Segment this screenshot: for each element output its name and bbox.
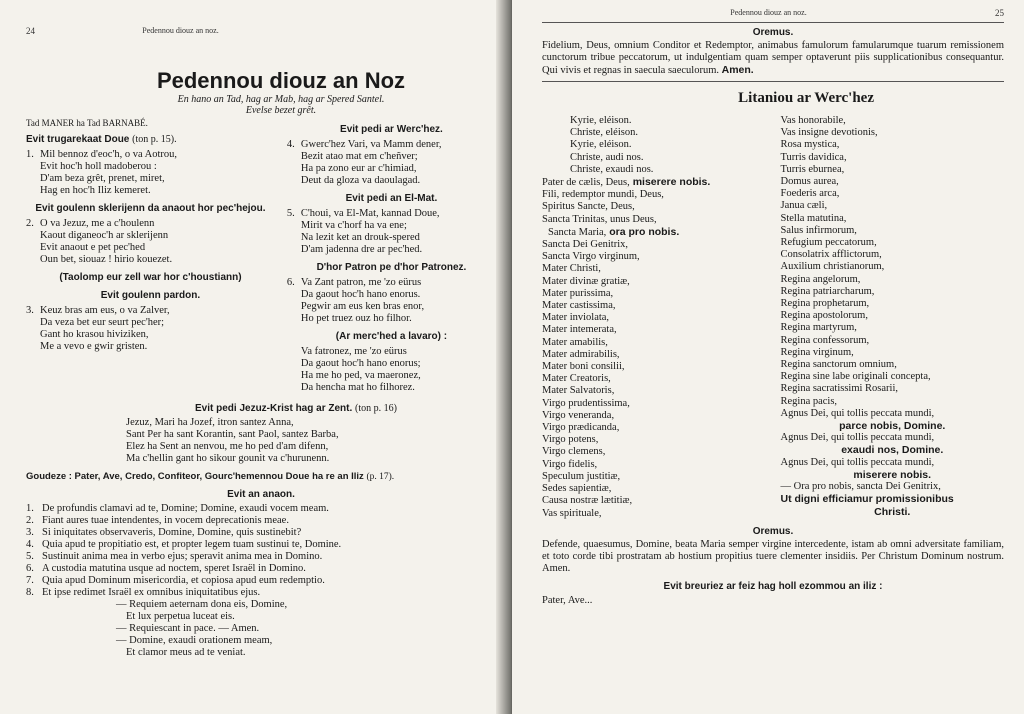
invocation-response: miserere nobis.	[629, 176, 711, 189]
litany-invocation: Regina pacis,	[780, 395, 838, 407]
verse-line: Na lezit ket an drouk-spered	[300, 232, 420, 243]
verse-line: Deut da gloza va daoulagad.	[300, 175, 421, 186]
heading-patron: D'hor Patron pe d'hor Patronez.	[316, 262, 467, 273]
litany-invocation: Regina prophetarum,	[780, 298, 870, 310]
stanza-2	[26, 218, 275, 266]
litany-invocation	[542, 201, 770, 213]
invocation-text: Mater purissima,	[542, 287, 614, 299]
litany-invocation: Regina angelorum,	[780, 273, 861, 285]
verse-text: A custodia matutina usque ad noctem, speret Israël in Domino.	[42, 563, 306, 574]
stanza-5	[287, 208, 496, 256]
verse-line: O va Jezuz, me a c'houlenn	[40, 218, 155, 229]
litany-invocation	[542, 385, 770, 397]
subtitle-line-1: En hano an Tad, hag ar Mab, hag ar Spered Santel.	[177, 94, 385, 105]
litany-invocation: — Ora pro nobis, sancta Dei Genitrix,	[780, 481, 941, 493]
heading-text: Evit trugarekaat Doue	[26, 134, 130, 145]
invocation-text: Causa nostræ lætitiæ,	[542, 495, 633, 507]
litany-invocation: Auxilium christianorum,	[780, 261, 885, 273]
litany-invocation	[542, 324, 770, 336]
heading-ref: (ton p. 15).	[132, 134, 177, 145]
litany-invocation	[542, 300, 770, 312]
verse-line: Da gaout hoc'h hano enorus;	[300, 358, 421, 369]
invocation-text: Virgo potens,	[542, 434, 599, 446]
left-running-head	[26, 26, 326, 36]
litany-invocation: Janua cæli,	[780, 200, 828, 212]
verse-line: Sant Per ha sant Korantin, sant Paol, santez Barba,	[126, 429, 339, 440]
invocation-text: Virgo clemens,	[542, 446, 606, 458]
litany-invocation: miserere nobis.	[853, 468, 932, 481]
heading-trugarekaat	[26, 134, 275, 146]
litany-invocation	[542, 214, 770, 226]
heading-taolomp: (Taolomp eur zell war hor c'houstiann)	[59, 272, 242, 283]
litany-invocation	[542, 127, 770, 139]
verse-line: Keuz bras am eus, o va Zalver,	[40, 305, 170, 316]
verse-number: 2.	[26, 515, 34, 526]
verse-line: Bezit atao mat em c'heñver;	[300, 151, 418, 162]
litany-invocation	[542, 226, 770, 239]
litany-invocation	[542, 263, 770, 275]
litany-invocation: Regina apostolorum,	[780, 310, 868, 322]
heading-text: Evit pedi Jezuz-Krist hag ar Zent.	[195, 403, 353, 414]
psalm-verse	[26, 575, 496, 587]
litany-invocation: Regina sanctorum omnium,	[780, 359, 897, 371]
invocation-text: Mater boni consilii,	[542, 361, 625, 373]
prayer-text: Fidelium, Deus, omnium Conditor et Redemptor, animabus famulorum famularumque tuarum remissionem cunctorum tribue peccatorum, ut indulgentiam quam semper optaverunt piis supplicationibus consequantur. Qui vivis et regnas in saecula saeculorum.	[542, 40, 1004, 76]
psalm-verse	[26, 539, 496, 551]
litany-invocation	[542, 483, 770, 495]
amen: Amen.	[721, 64, 754, 76]
verse-line: Jezuz, Mari ha Jozef, itron santez Anna,	[126, 417, 294, 428]
response-line: — Requiescant in pace. — Amen.	[116, 623, 260, 634]
verse-text: Fiant aures tuae intendentes, in vocem deprecationis meae.	[42, 515, 289, 526]
invocation-text: Virgo fidelis,	[542, 458, 598, 470]
response-line: — Domine, exaudi orationem meam,	[116, 635, 273, 646]
page-title: Pedennou diouz an Noz	[156, 68, 406, 93]
invocation-text: Mater intemerata,	[542, 324, 617, 336]
litany-invocation	[542, 139, 770, 151]
heading-werchez: Evit pedi ar Werc'hez.	[340, 124, 443, 135]
verse-line: Mil bennoz d'eoc'h, o va Aotrou,	[40, 149, 178, 160]
litany-invocation	[542, 361, 770, 373]
verse-text: Quia apud te propitiatio est, et propter legem tuam sustinui te, Domine.	[42, 539, 342, 550]
litany-title: Litaniou ar Werc'hez	[738, 90, 874, 106]
invocation-text: Vas spirituale,	[542, 507, 602, 519]
verse-number: 4.	[26, 539, 34, 550]
verse-line: Ha me ho ped, va maeronez,	[300, 370, 421, 381]
invocation-text: Sedes sapientiæ,	[542, 483, 612, 495]
fidelium-prayer	[542, 40, 1004, 77]
right-running-head	[542, 8, 1004, 18]
verse-line: Oun bet, siouaz ! hirio kouezet.	[40, 254, 173, 265]
litany-invocation	[542, 312, 770, 324]
litany-invocation	[542, 164, 770, 176]
response-line: Et clamor meus ad te veniat.	[126, 647, 246, 658]
oremus-heading-2: Oremus.	[752, 525, 794, 537]
invocation-text: Sancta Trinitas, unus Deus,	[542, 213, 657, 225]
litany-invocation: Regina sine labe originali concepta,	[780, 371, 931, 383]
verse-line: D'am beza grêt, prenet, miret,	[40, 173, 165, 184]
column-1	[26, 128, 275, 397]
verse-line: Elez ha Sent an nenvou, me ho ped d'am difenn,	[126, 441, 329, 452]
verse-text: Quia apud Dominum misericordia, et copiosa apud eum redemptio.	[42, 575, 325, 586]
heading-breuriez: Evit breuriez ar feiz hag holl ezommou an iliz :	[663, 580, 883, 592]
litany-invocation	[542, 410, 770, 422]
litany-invocation: Turris davidica,	[780, 151, 847, 163]
litany-invocation: Christi.	[874, 505, 911, 518]
stanza-number: 5.	[286, 208, 295, 219]
invocation-text: Christe, eléison.	[570, 127, 638, 139]
litany-invocation	[542, 251, 770, 263]
invocation-text: Virgo prædicanda,	[542, 422, 620, 434]
verse-line: Da hencha mat ho filhorez.	[300, 382, 415, 393]
column-2	[287, 118, 496, 397]
litany-invocation	[542, 434, 770, 446]
goudeze-text: Goudeze : Pater, Ave, Credo, Confiteor, Gourc'hemennou Doue ha re an Iliz	[26, 471, 364, 482]
heading-pardon: Evit goulenn pardon.	[100, 290, 201, 301]
two-column-hymns	[26, 124, 496, 397]
verse-number: 1.	[26, 503, 34, 514]
stanza-number: 4.	[286, 139, 295, 150]
stanza-number-blank	[287, 346, 301, 394]
verse-line: Gwerc'hez Vari, va Mamm dener,	[300, 139, 442, 150]
heading-merched: (Ar merc'hed a lavaro) :	[335, 331, 448, 342]
verse-text: Et ipse redimet Israël ex omnibus iniquitatibus ejus.	[42, 587, 261, 598]
stanza-number: 1.	[26, 149, 34, 160]
litany-invocation: Foederis arca,	[780, 188, 840, 200]
psalm-verse	[26, 515, 496, 527]
litany-invocation: Regina patriarcharum,	[780, 285, 875, 297]
oremus-heading: Oremus.	[752, 27, 794, 38]
litany-invocation	[542, 508, 770, 520]
invocation-text: Christe, exaudi nos.	[570, 163, 654, 175]
psalm-verse	[26, 527, 496, 539]
right-page	[512, 0, 1024, 714]
verse-line: Da veza bet eur seurt pec'her;	[40, 317, 165, 328]
litany-invocation	[542, 398, 770, 410]
page-number-left: 24	[26, 26, 35, 36]
litany-invocation	[542, 288, 770, 300]
verse-line: Ho pet truez ouz ho filhor.	[300, 313, 412, 324]
verse-line: Va Zant patron, me 'zo eürus	[300, 277, 422, 288]
subtitle-line-2: Evelse bezet grêt.	[245, 105, 317, 116]
verse-text: Sustinuit anima mea in verbo ejus; speravit anima mea in Domino.	[42, 551, 323, 562]
verse-line: Ma c'hellin gant ho sikour gounit va c'hurunenn.	[126, 453, 330, 464]
stanza-4	[287, 139, 496, 187]
invocation-response: ora pro nobis.	[606, 225, 680, 238]
stanza-7	[287, 346, 496, 394]
authors: Tad MANER ha Tad BARNABÉ.	[26, 118, 148, 128]
invocation-text: Mater castissima,	[542, 300, 616, 312]
invocation-text: Mater admirabilis,	[542, 348, 620, 360]
verse-line: Mirit va c'horf ha va ene;	[300, 220, 407, 231]
litany-invocation: Agnus Dei, qui tollis peccata mundi,	[780, 432, 935, 444]
running-head-right: Pedennou diouz an noz.	[730, 8, 807, 17]
litany-invocation	[542, 239, 770, 251]
invocation-text: Mater Salvatoris,	[542, 385, 615, 397]
psalm-verse	[26, 587, 496, 599]
verse-line: Pegwir am eus ken bras enor,	[300, 301, 425, 312]
litany-invocation: Regina martyrum,	[780, 322, 857, 334]
litany-invocation	[542, 373, 770, 385]
saints-verse	[126, 417, 496, 465]
litany-invocation: Stella matutina,	[780, 212, 847, 224]
response-line: — Requiem aeternam dona eis, Domine,	[116, 599, 288, 610]
litany-invocation	[542, 176, 770, 189]
invocation-text: Mater amabilis,	[542, 336, 608, 348]
invocation-text: Sancta Dei Genitrix,	[542, 239, 629, 251]
litany-invocation	[542, 276, 770, 288]
stanza-number: 3.	[26, 305, 34, 316]
invocation-text: Kyrie, eléison.	[570, 139, 632, 151]
litany-invocation	[542, 471, 770, 483]
litany-invocation: Ut digni efficiamur promissionibus	[780, 493, 954, 506]
psalm-verse	[26, 563, 496, 575]
verse-text: Si iniquitates observaveris, Domine, Domine, quis sustinebit?	[42, 527, 302, 538]
litany-invocation: Salus infirmorum,	[780, 224, 857, 236]
invocation-text: Pater de cælis, Deus,	[542, 177, 630, 189]
litany-invocation: Agnus Dei, qui tollis peccata mundi,	[780, 407, 935, 419]
psalm-verse	[26, 551, 496, 563]
verse-line: D'am jadenna dre ar pec'hed.	[300, 244, 423, 255]
verse-line: Hag en hoc'h Iliz kemeret.	[40, 185, 151, 196]
goudeze-instruction	[26, 471, 496, 483]
litany-invocation	[542, 115, 770, 127]
invocation-text: Spiritus Sancte, Deus,	[542, 201, 635, 213]
closing-line: Pater, Ave...	[542, 594, 593, 606]
litany-left-column	[542, 115, 770, 520]
verse-line: Evit anaout e pet pec'hed	[40, 242, 146, 253]
litany-invocation	[542, 459, 770, 471]
litany-right-column	[780, 115, 1004, 520]
verse-line: Va fatronez, me 'zo eürus	[300, 346, 407, 357]
requiem-responses	[116, 599, 496, 659]
invocation-text: Mater Creatoris,	[542, 373, 611, 385]
verse-line: Ha pa zono eur ar c'himiad,	[300, 163, 417, 174]
heading-sklerijenn: Evit goulenn sklerijenn da anaout hor pec'hejou.	[35, 203, 266, 214]
stanza-3	[26, 305, 275, 353]
invocation-text: Sancta Maria,	[548, 226, 607, 238]
running-head-left: Pedennou diouz an noz.	[142, 26, 219, 35]
verse-text: De profundis clamavi ad te, Domine; Domine, exaudi vocem meam.	[42, 503, 329, 514]
litany-invocation: Turris eburnea,	[780, 163, 845, 175]
invocation-text: Christe, audi nos.	[570, 151, 644, 163]
litany-invocation	[542, 152, 770, 164]
stanza-1	[26, 149, 275, 197]
litany-invocation: Rosa mystica,	[780, 139, 840, 151]
invocation-text: Kyrie, eléison.	[570, 115, 632, 126]
verse-line: Da gaout hoc'h hano enorus.	[300, 289, 421, 300]
litany-invocation: parce nobis, Domine.	[839, 420, 946, 433]
verse-line: Gant ho krasou hiviziken,	[40, 329, 149, 340]
litany-invocation: Vas honorabile,	[780, 115, 846, 126]
defende-prayer: Defende, quaesumus, Domine, beata Maria semper virgine intercedente, istam ab omni adversitate familiam, et toto corde tibi prostratam ab hostium propitius tuere clementer insidiis. Per Christum Dominum nostrum. Amen.	[542, 538, 1004, 574]
verse-number: 7.	[26, 575, 34, 586]
page-number-right: 25	[995, 8, 1004, 18]
de-profundis	[26, 503, 496, 599]
litany-invocation: Domus aurea,	[780, 176, 839, 188]
invocation-text: Speculum justitiæ,	[542, 470, 621, 482]
verse-number: 3.	[26, 527, 34, 538]
litany-invocation	[542, 349, 770, 361]
litany-invocation: Refugium peccatorum,	[780, 237, 877, 249]
psalm-verse	[26, 503, 496, 515]
heading-anaon: Evit an anaon.	[227, 489, 295, 500]
litany-invocation: Regina confessorum,	[780, 334, 870, 346]
response-line: Et lux perpetua luceat eis.	[126, 611, 235, 622]
litany-invocation	[542, 189, 770, 201]
verse-line: Kaout diganeoc'h ar sklerijenn	[40, 230, 169, 241]
verse-line: Me a vevo e gwir gristen.	[40, 341, 148, 352]
litany-invocation	[542, 495, 770, 507]
heading-jezuz-krist	[96, 403, 496, 414]
invocation-text: Virgo veneranda,	[542, 409, 615, 421]
stanza-number: 6.	[286, 277, 295, 288]
invocation-text: Sancta Virgo virginum,	[542, 251, 640, 263]
stanza-6	[287, 277, 496, 325]
verse-line: Evit hoc'h holl madoberou :	[40, 161, 157, 172]
invocation-text: Mater divinæ gratiæ,	[542, 275, 630, 287]
verse-number: 6.	[26, 563, 34, 574]
verse-number: 8.	[26, 587, 34, 598]
litany-invocation: Regina virginum,	[780, 346, 854, 358]
verse-line: C'houi, va El-Mat, kannad Doue,	[300, 208, 440, 219]
litany-invocation: Vas insigne devotionis,	[780, 127, 878, 139]
invocation-text: Fili, redemptor mundi, Deus,	[542, 189, 664, 201]
litany-invocation: Regina sacratissimi Rosarii,	[780, 383, 899, 395]
litany-invocation: Consolatrix afflictorum,	[780, 249, 882, 261]
stanza-number: 2.	[26, 218, 34, 229]
verse-number: 5.	[26, 551, 34, 562]
litany-invocation	[542, 446, 770, 458]
litany-invocation: Agnus Dei, qui tollis peccata mundi,	[780, 456, 935, 468]
heading-el-mat: Evit pedi an El-Mat.	[345, 193, 438, 204]
litany-invocation	[542, 422, 770, 434]
invocation-text: Virgo prudentissima,	[542, 397, 630, 409]
divider	[542, 22, 1004, 23]
litany-columns	[542, 115, 1004, 520]
divider	[542, 81, 1004, 82]
invocation-text: Mater inviolata,	[542, 312, 610, 324]
goudeze-ref: (p. 17).	[366, 472, 395, 482]
litany-invocation	[542, 337, 770, 349]
invocation-text: Mater Christi,	[542, 263, 601, 275]
litany-invocation: exaudi nos, Domine.	[841, 444, 944, 457]
heading-ref: (ton p. 16)	[355, 403, 397, 414]
